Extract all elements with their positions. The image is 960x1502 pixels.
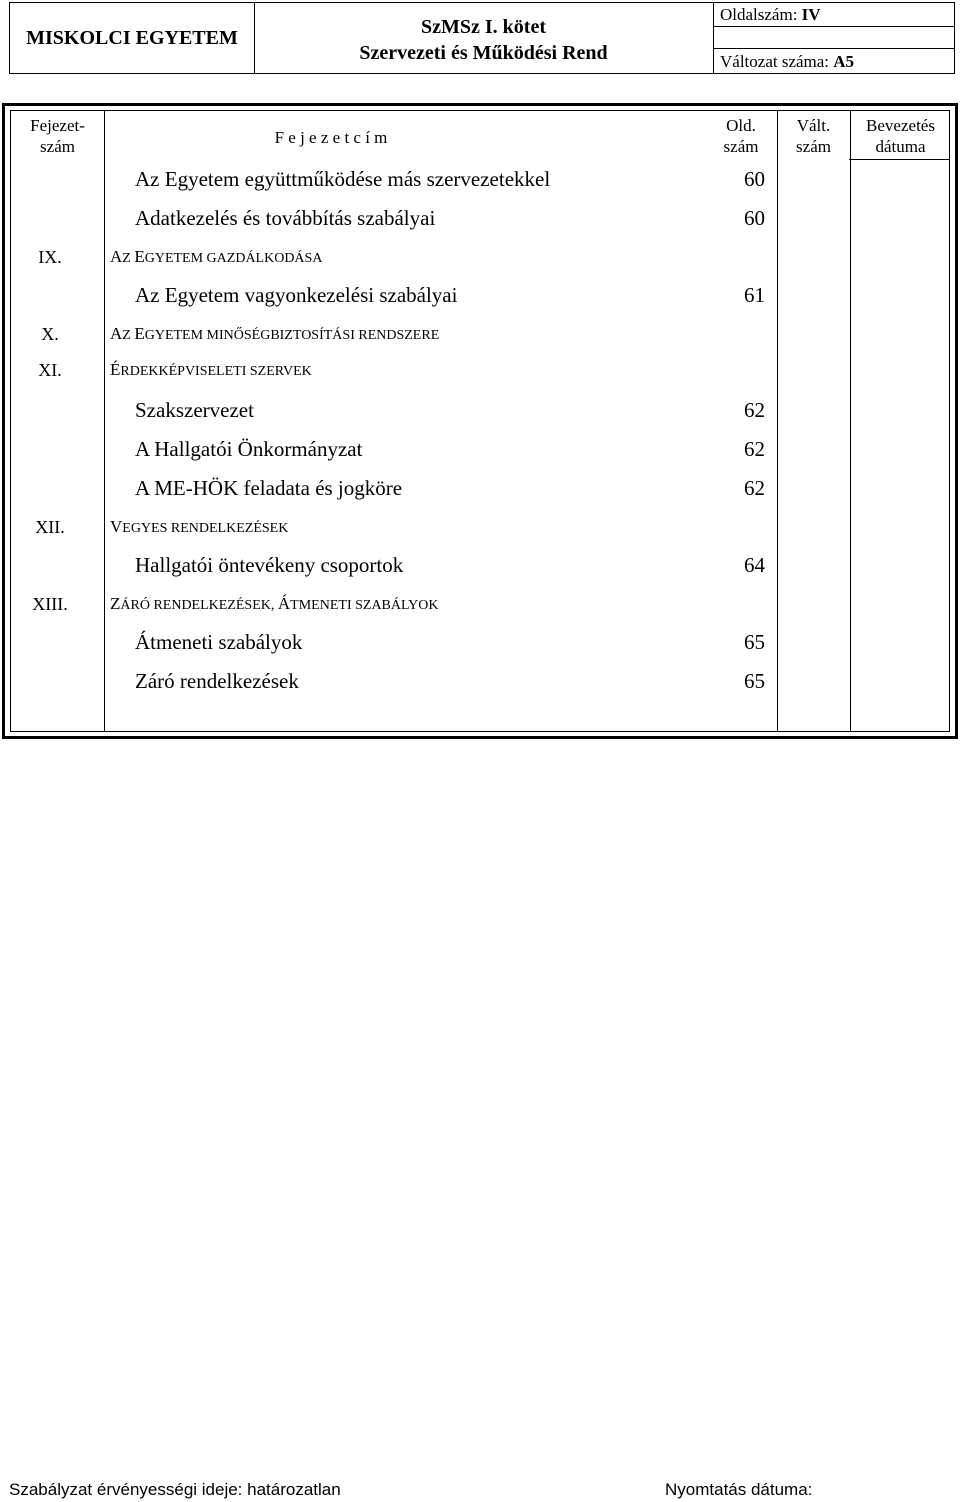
page-number-label: Oldalszám: xyxy=(720,5,798,24)
version-value: A5 xyxy=(833,52,855,71)
col-header-title: F e j e z e t c í m xyxy=(274,128,388,147)
col-header-page xyxy=(701,115,781,157)
document-meta xyxy=(714,3,954,73)
toc-table xyxy=(10,110,950,732)
toc-entry-title: A ME-HÖK feladata és jogköre xyxy=(135,476,403,500)
col-header-version-line2: szám xyxy=(796,137,831,156)
toc-entry-page: 61 xyxy=(744,283,765,307)
toc-entry-title: Szakszervezet xyxy=(135,398,254,422)
col-header-chapter-line2: szám xyxy=(40,137,75,156)
col-header-version-line1: Vált. xyxy=(796,116,831,135)
col-header-page-line2: szám xyxy=(723,137,759,156)
toc-entry-page: 65 xyxy=(744,630,765,654)
col-header-chapter xyxy=(11,115,104,157)
col-header-intro-line1: Bevezetés xyxy=(866,116,935,135)
toc-entry-title: A Hallgatói Önkormányzat xyxy=(135,437,363,461)
chapter-title: VEGYES RENDELKEZÉSEK xyxy=(110,517,289,536)
toc-entry-page: 65 xyxy=(744,669,765,693)
version-cell xyxy=(714,49,954,73)
chapter-number: XII. xyxy=(35,517,65,537)
document-title xyxy=(254,3,714,73)
empty-meta-cell xyxy=(714,27,954,49)
toc-entry-title: Záró rendelkezések xyxy=(135,669,299,693)
column-divider xyxy=(104,111,105,731)
col-header-version xyxy=(777,115,850,157)
col-header-intro-date xyxy=(850,115,951,157)
col-header-page-line1: Old. xyxy=(726,116,756,135)
document-title-line2: Szervezeti és Működési Rend xyxy=(359,42,608,64)
header-underline xyxy=(849,159,949,160)
version-label: Változat száma: xyxy=(720,52,830,71)
chapter-title: AZ EGYETEM MINŐSÉGBIZTOSÍTÁSI RENDSZERE xyxy=(110,324,440,343)
toc-entry-title: Átmeneti szabályok xyxy=(135,630,303,654)
chapter-number: X. xyxy=(41,324,59,344)
column-divider xyxy=(850,111,851,731)
toc-entry-page: 60 xyxy=(744,206,765,230)
footer-print-date: Nyomtatás dátuma: xyxy=(665,1480,813,1499)
document-header xyxy=(9,2,955,74)
page-number-cell xyxy=(714,3,954,27)
toc-entry-title: Az Egyetem vagyonkezelési szabályai xyxy=(135,283,458,307)
chapter-title: ZÁRÓ RENDELKEZÉSEK, ÁTMENETI SZABÁLYOK xyxy=(110,594,439,613)
toc-entry-page: 62 xyxy=(744,398,765,422)
toc-entry-page: 64 xyxy=(744,553,765,577)
document-title-line1: SzMSz I. kötet xyxy=(421,16,546,38)
page-number-value: IV xyxy=(801,5,821,24)
toc-entry-page: 60 xyxy=(744,167,765,191)
col-header-intro-line2: dátuma xyxy=(875,137,926,156)
chapter-title: ÉRDEKKÉPVISELETI SZERVEK xyxy=(110,360,312,379)
toc-entry-title: Adatkezelés és továbbítás szabályai xyxy=(135,206,436,230)
toc-entry-title: Hallgatói öntevékeny csoportok xyxy=(135,553,404,577)
chapter-title: AZ EGYETEM GAZDÁLKODÁSA xyxy=(110,247,323,266)
chapter-number: XIII. xyxy=(32,594,68,614)
col-header-chapter-line1: Fejezet- xyxy=(30,116,85,135)
chapter-number: IX. xyxy=(38,247,62,267)
chapter-number: XI. xyxy=(38,360,62,380)
column-divider xyxy=(777,111,778,731)
institution-name: MISKOLCI EGYETEM xyxy=(10,3,255,73)
toc-entry-page: 62 xyxy=(744,437,765,461)
toc-frame xyxy=(2,103,958,739)
footer-validity: Szabályzat érvényességi ideje: határozatlan xyxy=(9,1480,341,1499)
toc-entry-page: 62 xyxy=(744,476,765,500)
toc-entry-title: Az Egyetem együttműködése más szervezetekkel xyxy=(135,167,551,191)
